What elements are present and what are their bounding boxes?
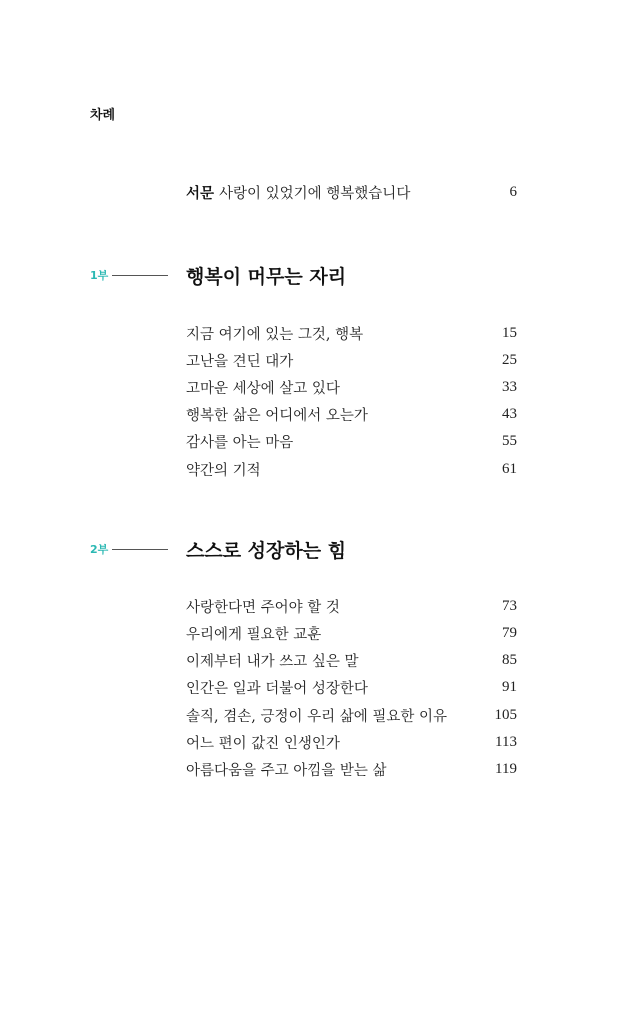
part-2-title: 스스로 성장하는 힘 — [186, 540, 347, 562]
chapter-page: 85 — [502, 651, 517, 668]
toc-chapter-row — [186, 403, 517, 425]
toc-chapter-row — [186, 595, 517, 617]
chapter-page: 43 — [502, 405, 517, 422]
part-2-divider — [112, 549, 168, 550]
toc-preface-row — [186, 181, 517, 203]
chapter-title: 지금 여기에 있는 그것, 행복 — [186, 326, 364, 343]
toc-chapter-row — [186, 322, 517, 344]
chapter-page: 55 — [502, 432, 517, 449]
chapter-page: 79 — [502, 624, 517, 641]
toc-chapter-row — [186, 349, 517, 371]
toc-chapter-row — [186, 458, 517, 480]
toc-chapter-row — [186, 758, 517, 780]
preface-tag: 서문 — [186, 185, 215, 202]
toc-heading: 차례 — [90, 108, 116, 123]
toc-chapter-row — [186, 376, 517, 398]
toc-chapter-row — [186, 430, 517, 452]
preface-title-group — [186, 182, 410, 203]
chapter-title: 고마운 세상에 살고 있다 — [186, 380, 340, 397]
toc-chapter-row — [186, 649, 517, 671]
chapter-title: 아름다움을 주고 아낌을 받는 삶 — [186, 762, 387, 779]
chapter-title: 어느 편이 값진 인생인가 — [186, 735, 340, 752]
chapter-title: 고난을 견딘 대가 — [186, 353, 294, 370]
chapter-title: 감사를 아는 마음 — [186, 434, 294, 451]
chapter-title: 우리에게 필요한 교훈 — [186, 626, 322, 643]
chapter-title: 인간은 일과 더불어 성장한다 — [186, 680, 368, 697]
chapter-page: 113 — [495, 733, 517, 750]
part-1-title: 행복이 머무는 자리 — [186, 266, 347, 288]
chapter-title: 솔직, 겸손, 긍정이 우리 삶에 필요한 이유 — [186, 708, 447, 725]
preface-title: 사랑이 있었기에 행복했습니다 — [219, 185, 411, 202]
toc-chapter-row — [186, 731, 517, 753]
chapter-page: 73 — [502, 597, 517, 614]
toc-chapter-row — [186, 676, 517, 698]
preface-page: 6 — [509, 183, 517, 200]
chapter-page: 119 — [495, 760, 517, 777]
part-1-divider — [112, 275, 168, 276]
chapter-page: 15 — [502, 324, 517, 341]
toc-chapter-row — [186, 622, 517, 644]
chapter-page: 61 — [502, 460, 517, 477]
chapter-page: 33 — [502, 378, 517, 395]
part-2-label: 2부 — [90, 543, 109, 556]
chapter-page: 91 — [502, 678, 517, 695]
chapter-title: 사랑한다면 주어야 할 것 — [186, 599, 340, 616]
chapter-page: 25 — [502, 351, 517, 368]
toc-chapter-row — [186, 704, 517, 726]
chapter-title: 이제부터 내가 쓰고 싶은 말 — [186, 653, 359, 670]
chapter-page: 105 — [494, 706, 517, 723]
part-1-label: 1부 — [90, 269, 109, 282]
chapter-title: 행복한 삶은 어디에서 오는가 — [186, 407, 368, 424]
chapter-title: 약간의 기적 — [186, 462, 261, 479]
